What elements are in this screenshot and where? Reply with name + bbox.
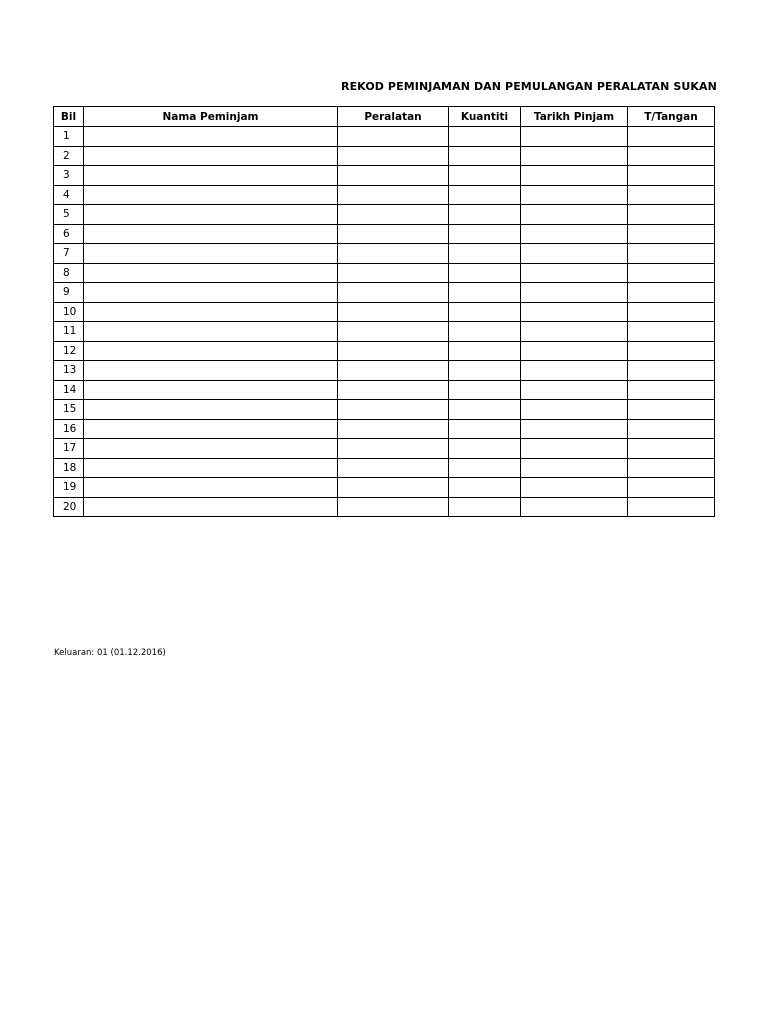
table-row (54, 478, 715, 498)
tandatangan-cell (628, 185, 715, 205)
table-row (54, 127, 715, 147)
row-number-cell: 14 (54, 380, 84, 400)
tarikh-pinjam-cell (521, 244, 628, 264)
header-nama-peminjam: Nama Peminjam (84, 107, 338, 127)
tandatangan-cell (628, 322, 715, 342)
row-number-cell: 9 (54, 283, 84, 303)
row-number-cell: 3 (54, 166, 84, 186)
kuantiti-cell (449, 458, 521, 478)
kuantiti-cell (449, 302, 521, 322)
kuantiti-cell (449, 419, 521, 439)
peralatan-cell (338, 185, 449, 205)
table-row (54, 205, 715, 225)
tarikh-pinjam-cell (521, 439, 628, 459)
peralatan-cell (338, 205, 449, 225)
header-bil: Bil (54, 107, 84, 127)
document-title: REKOD PEMINJAMAN DAN PEMULANGAN PERALATAN SUKAN (341, 80, 717, 93)
nama-peminjam-cell (84, 419, 338, 439)
tandatangan-cell (628, 166, 715, 186)
tarikh-pinjam-cell (521, 146, 628, 166)
row-number-cell: 6 (54, 224, 84, 244)
table-row (54, 283, 715, 303)
header-peralatan: Peralatan (338, 107, 449, 127)
peralatan-cell (338, 419, 449, 439)
kuantiti-cell (449, 361, 521, 381)
header-kuantiti: Kuantiti (449, 107, 521, 127)
tarikh-pinjam-cell (521, 205, 628, 225)
tarikh-pinjam-cell (521, 380, 628, 400)
tarikh-pinjam-cell (521, 400, 628, 420)
kuantiti-cell (449, 439, 521, 459)
tandatangan-cell (628, 283, 715, 303)
peralatan-cell (338, 439, 449, 459)
tarikh-pinjam-cell (521, 341, 628, 361)
nama-peminjam-cell (84, 458, 338, 478)
tarikh-pinjam-cell (521, 497, 628, 517)
row-number-cell: 13 (54, 361, 84, 381)
kuantiti-cell (449, 127, 521, 147)
table-row (54, 185, 715, 205)
row-number-cell: 4 (54, 185, 84, 205)
tarikh-pinjam-cell (521, 478, 628, 498)
peralatan-cell (338, 224, 449, 244)
tandatangan-cell (628, 419, 715, 439)
row-number-cell: 20 (54, 497, 84, 517)
kuantiti-cell (449, 478, 521, 498)
tandatangan-cell (628, 361, 715, 381)
tandatangan-cell (628, 400, 715, 420)
tarikh-pinjam-cell (521, 458, 628, 478)
table-row (54, 400, 715, 420)
nama-peminjam-cell (84, 341, 338, 361)
header-tandatangan: T/Tangan (628, 107, 715, 127)
tarikh-pinjam-cell (521, 224, 628, 244)
tandatangan-cell (628, 458, 715, 478)
nama-peminjam-cell (84, 127, 338, 147)
kuantiti-cell (449, 146, 521, 166)
table-row (54, 146, 715, 166)
tandatangan-cell (628, 478, 715, 498)
kuantiti-cell (449, 341, 521, 361)
tandatangan-cell (628, 439, 715, 459)
tarikh-pinjam-cell (521, 302, 628, 322)
row-number-cell: 19 (54, 478, 84, 498)
tandatangan-cell (628, 497, 715, 517)
table-body (54, 127, 715, 517)
peralatan-cell (338, 497, 449, 517)
nama-peminjam-cell (84, 244, 338, 264)
peralatan-cell (338, 146, 449, 166)
kuantiti-cell (449, 322, 521, 342)
nama-peminjam-cell (84, 146, 338, 166)
borrowing-record-table (53, 106, 715, 517)
tandatangan-cell (628, 341, 715, 361)
row-number-cell: 8 (54, 263, 84, 283)
nama-peminjam-cell (84, 205, 338, 225)
row-number-cell: 12 (54, 341, 84, 361)
peralatan-cell (338, 263, 449, 283)
tarikh-pinjam-cell (521, 419, 628, 439)
tandatangan-cell (628, 380, 715, 400)
table-row (54, 458, 715, 478)
kuantiti-cell (449, 380, 521, 400)
tarikh-pinjam-cell (521, 263, 628, 283)
table-row (54, 302, 715, 322)
tarikh-pinjam-cell (521, 322, 628, 342)
row-number-cell: 15 (54, 400, 84, 420)
nama-peminjam-cell (84, 166, 338, 186)
row-number-cell: 11 (54, 322, 84, 342)
kuantiti-cell (449, 263, 521, 283)
tandatangan-cell (628, 263, 715, 283)
kuantiti-cell (449, 244, 521, 264)
tandatangan-cell (628, 224, 715, 244)
peralatan-cell (338, 302, 449, 322)
tandatangan-cell (628, 205, 715, 225)
nama-peminjam-cell (84, 439, 338, 459)
peralatan-cell (338, 244, 449, 264)
kuantiti-cell (449, 185, 521, 205)
tarikh-pinjam-cell (521, 166, 628, 186)
kuantiti-cell (449, 224, 521, 244)
row-number-cell: 10 (54, 302, 84, 322)
table-row (54, 322, 715, 342)
peralatan-cell (338, 400, 449, 420)
row-number-cell: 16 (54, 419, 84, 439)
peralatan-cell (338, 478, 449, 498)
row-number-cell: 7 (54, 244, 84, 264)
row-number-cell: 1 (54, 127, 84, 147)
kuantiti-cell (449, 497, 521, 517)
peralatan-cell (338, 166, 449, 186)
kuantiti-cell (449, 400, 521, 420)
table-row (54, 380, 715, 400)
table-header-row (54, 107, 715, 127)
peralatan-cell (338, 127, 449, 147)
nama-peminjam-cell (84, 302, 338, 322)
tandatangan-cell (628, 302, 715, 322)
nama-peminjam-cell (84, 263, 338, 283)
tarikh-pinjam-cell (521, 127, 628, 147)
table-row (54, 439, 715, 459)
table-row (54, 244, 715, 264)
tandatangan-cell (628, 127, 715, 147)
nama-peminjam-cell (84, 478, 338, 498)
nama-peminjam-cell (84, 224, 338, 244)
table-row (54, 341, 715, 361)
nama-peminjam-cell (84, 400, 338, 420)
row-number-cell: 2 (54, 146, 84, 166)
nama-peminjam-cell (84, 497, 338, 517)
table-row (54, 497, 715, 517)
footer-issue-note: Keluaran: 01 (01.12.2016) (54, 648, 166, 658)
nama-peminjam-cell (84, 283, 338, 303)
row-number-cell: 17 (54, 439, 84, 459)
nama-peminjam-cell (84, 380, 338, 400)
table-row (54, 361, 715, 381)
tarikh-pinjam-cell (521, 361, 628, 381)
row-number-cell: 18 (54, 458, 84, 478)
peralatan-cell (338, 341, 449, 361)
tandatangan-cell (628, 244, 715, 264)
tarikh-pinjam-cell (521, 185, 628, 205)
header-tarikh-pinjam: Tarikh Pinjam (521, 107, 628, 127)
peralatan-cell (338, 380, 449, 400)
peralatan-cell (338, 322, 449, 342)
table-row (54, 224, 715, 244)
peralatan-cell (338, 361, 449, 381)
kuantiti-cell (449, 283, 521, 303)
peralatan-cell (338, 458, 449, 478)
nama-peminjam-cell (84, 185, 338, 205)
table-row (54, 263, 715, 283)
nama-peminjam-cell (84, 361, 338, 381)
row-number-cell: 5 (54, 205, 84, 225)
kuantiti-cell (449, 205, 521, 225)
peralatan-cell (338, 283, 449, 303)
nama-peminjam-cell (84, 322, 338, 342)
tandatangan-cell (628, 146, 715, 166)
table-row (54, 166, 715, 186)
tarikh-pinjam-cell (521, 283, 628, 303)
table-row (54, 419, 715, 439)
kuantiti-cell (449, 166, 521, 186)
